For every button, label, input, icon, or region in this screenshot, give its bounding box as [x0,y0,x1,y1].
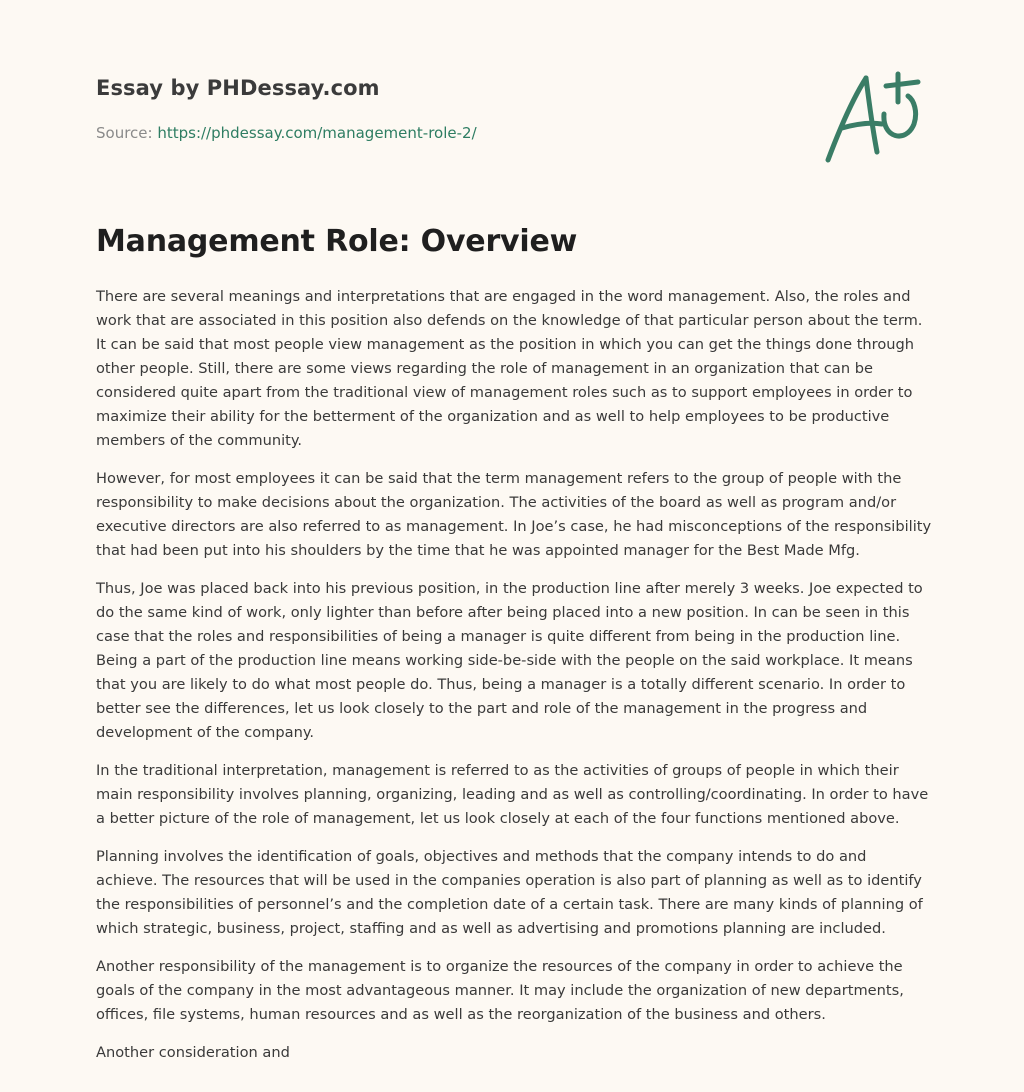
essay-paragraph: Another consideration and [96,1044,290,1061]
essay-body [96,285,932,1079]
source-link[interactable]: https://phdessay.com/management-role-2/ [157,124,477,142]
essay-paragraph: In the traditional interpretation, management is referred to as the activities of groups of people in which their main responsibility involves planning, organizing, leading and as well as controlling/coordinating. In order to have a better picture of the role of management, let us look closely at each of the four functions mentioned above. [96,762,929,827]
a-plus-logo-icon [822,68,926,164]
essay-paragraph: Planning involves the identification of goals, objectives and methods that the company intends to do and achieve. The resources that will be used in the companies operation is also part of planning as well as to identify the responsibilities of personnel’s and the completion date of a certain task. There are many kinds of planning of which strategic, business, project, staffing and as well as advertising and promotions planning are included. [96,848,923,937]
essay-paragraph: Thus, Joe was placed back into his previous position, in the production line after merely 3 weeks. Joe expected to do the same kind of work, only lighter than before after being placed into a new position. In can be seen in this case that the roles and responsibilities of being a manager is quite different from being in the production line. Being a part of the production line means working side-be-side with the people on the said workplace. It means that you are likely to do what most people do. Thus, being a manager is a totally different scenario. In order to better see the differences, let us look closely to the part and role of the management in the progress and development of the company. [96,580,923,741]
essay-title: Management Role: Overview [96,224,578,259]
essay-paragraph: Another responsibility of the management is to organize the resources of the company in order to achieve the goals of the company in the most advantageous manner. It may include the organization of new departments, offices, file systems, human resources and as well as the reorganization of the business and others. [96,958,904,1023]
essay-paragraph: There are several meanings and interpretations that are engaged in the word management. Also, the roles and work that are associated in this position also defends on the knowledge of that particular person about the term. It can be said that most people view management as the position in which you can get the things done through other people. Still, there are some views regarding the role of management in an organization that can be considered quite apart from the traditional view of management roles such as to support employees in order to maximize their ability for the betterment of the organization and as well to help employees to be productive members of the community. [96,288,923,449]
source-line [96,124,477,142]
essay-paragraph: However, for most employees it can be said that the term management refers to the group of people with the responsibility to make decisions about the organization. The activities of the board as well as program and/or executive directors are also referred to as management. In Joe’s case, he had misconceptions of the responsibility that had been put into his shoulders by the time that he was appointed manager for the Best Made Mfg. [96,470,932,559]
source-label: Source: [96,124,158,142]
site-title: Essay by PHDessay.com [96,76,380,100]
